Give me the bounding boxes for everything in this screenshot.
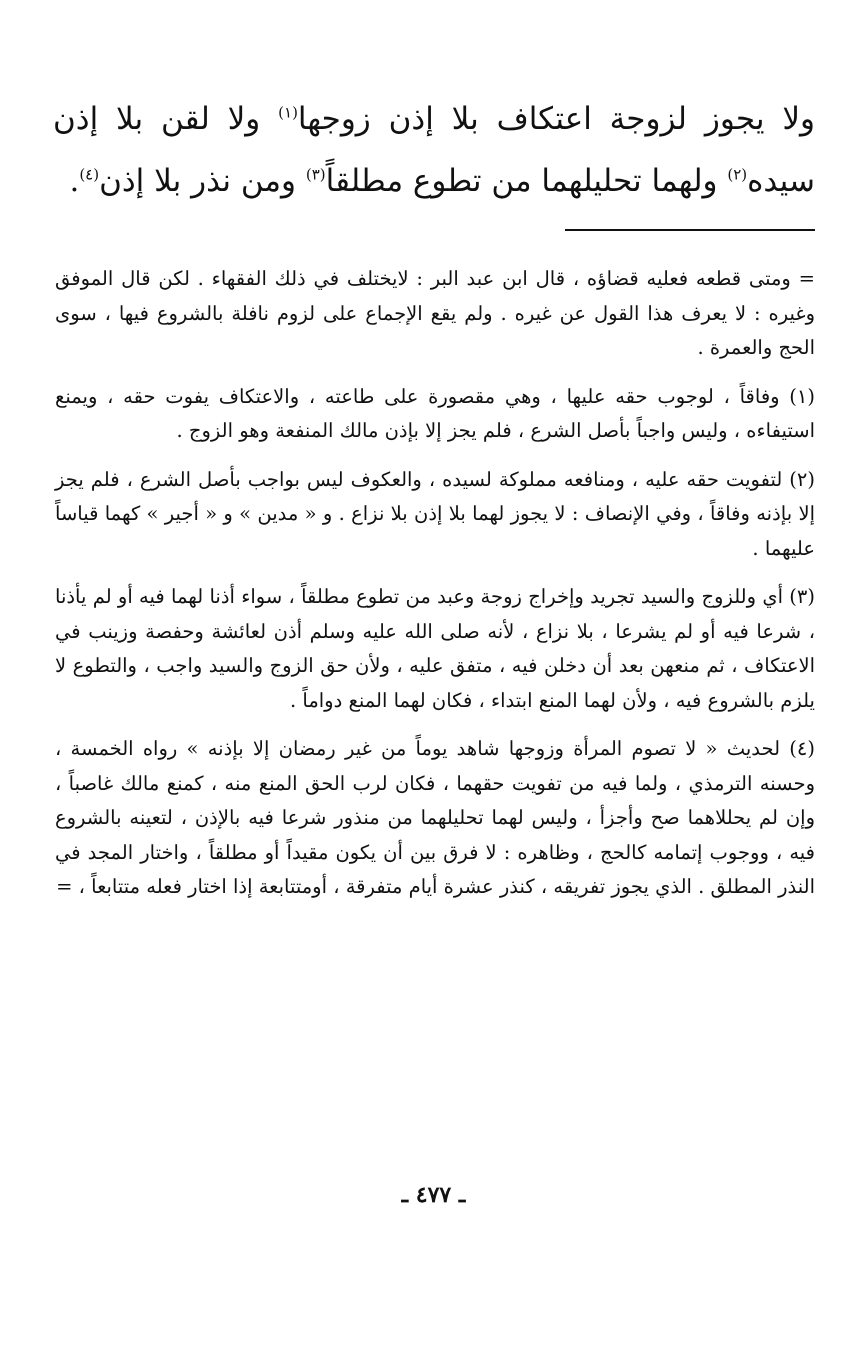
main-text-segment: . <box>69 163 80 199</box>
footnote-reference-2: (٢) <box>727 165 748 184</box>
footnote-3: (٣) أي وللزوج والسيد تجريد وإخراج زوجة وعبد من تطوع مطلقاً ، سواء أذنا لهما فيه أو لم يأذنا ، شرعا فيه أو لم يشرعا ، بلا نزاع ، لأنه صلى الله عليه وسلم أذن لعائشة وحفصة وزينب في الاعتكاف ، ثم منعهن بعد أن دخلن فيه ، متفق عليه ، ولأن حق الزوج والسيد واجب ، والتطوع لا يلزم بالشروع فيه ، ولأن لهما المنع ابتداء ، فكان لهما المنع دواماً . <box>55 585 816 712</box>
main-text-segment: ولهما تحليلهما من تطوع مطلقاً <box>325 163 728 199</box>
footnote-separator <box>565 229 815 231</box>
main-paragraph <box>53 88 815 212</box>
footnote-continuation: = ومتى قطعه فعليه قضاؤه ، قال ابن عبد البر : لايختلف في ذلك الفقهاء . لكن قال الموفق وغيره : لا يعرف هذا القول عن غيره . ولم يقع الإجماع على لزوم نافلة بالشروع فيها ، سوى الحج والعمرة . <box>55 267 815 359</box>
main-text-segment: ومن نذر بلا إذن <box>99 163 306 199</box>
main-text-segment: ولا يجوز لزوجة اعتكاف بلا إذن زوجها <box>297 101 815 137</box>
main-text <box>53 88 815 212</box>
footnote-4: (٤) لحديث « لا تصوم المرأة وزوجها شاهد يوماً من غير رمضان إلا بإذنه » رواه الخمسة ، وحسنه الترمذي ، ولما فيه من تفويت حقهما ، فكان لرب الحق المنع منه ، كمنع مالك غاصباً ، وإن لم يحللاهما صح وأجزأ ، وليس لهما تحليلهما من منذور شرعا فيه بالإذن ، لتعينه بالشروع فيه ، ووجوب إتمامه كالحج ، وظاهره : لا فرق بين أن يكون مقيداً أو مطلقاً ، واختار المجد في النذر المطلق . الذي يجوز تفريقه ، كنذر عشرة أيام متفرقة ، أومتتابعة إذا اختار فعله متتابعاً ، = <box>55 737 815 898</box>
footnote-1: (١) وفاقاً ، لوجوب حقه عليها ، وهي مقصورة على طاعته ، والاعتكاف يفوت حقه ، ويمنع استيفاءه ، وليس واجباً بأصل الشرع ، فلم يجز إلا بإذن مالك المنفعة وهو الزوج . <box>55 384 815 442</box>
footnote-reference-1: (١) <box>278 103 298 122</box>
footnote-2: (٢) لتفويت حقه عليه ، ومنافعه مملوكة لسيده ، والعكوف ليس بواجب بأصل الشرع ، فلم يجز إلا بإذنه وفاقاً ، وفي الإنصاف : لا يجوز لهما بلا إذن بلا نزاع . و « مدين » و « أجير » كهما قياساً عليهما . <box>55 467 815 560</box>
footnotes-section <box>55 262 815 919</box>
footnote-reference-3: (٣) <box>305 165 326 184</box>
main-text-segment: ولا لقن بلا إذن سيده <box>53 101 815 199</box>
page-number: ـ ٤٧٧ ـ <box>401 1182 466 1208</box>
footnote-reference-4: (٤) <box>79 165 100 184</box>
